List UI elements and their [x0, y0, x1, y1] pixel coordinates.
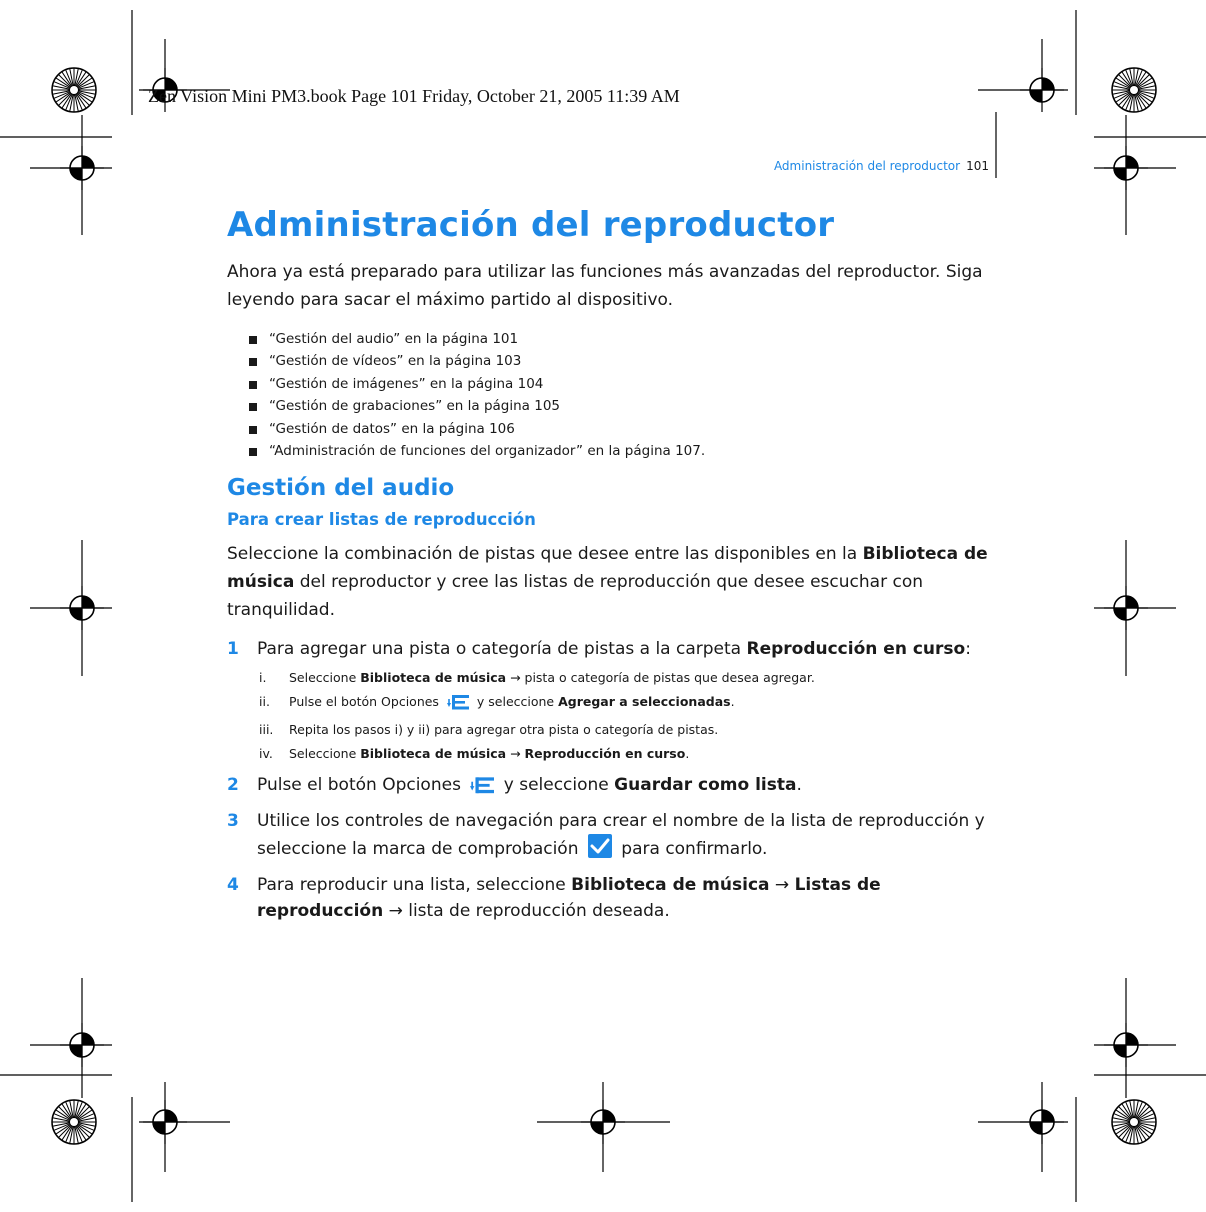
- bullet-icon: [249, 403, 257, 411]
- options-list-icon: [447, 694, 469, 718]
- step-number: 3: [227, 811, 239, 832]
- step-1: 1 Para agregar una pista o categoría de pistas a la carpeta Reproducción en curso: i. Seleccione Biblioteca de música → pista o categoría de pistas que desea agregar. ii. Pulse el botón Opciones y seleccione Agregar a seleccionadas. iii. Repita los pasos i) y ii) para agregar otra pista o categoría de pistas. iv. Seleccione Biblioteca de música → Reproducción en curso.: [227, 636, 997, 766]
- step-number: 4: [227, 875, 239, 896]
- running-head: [774, 159, 989, 173]
- step-3: 3 Utilice los controles de navegación para crear el nombre de la lista de reproducción y seleccione la marca de comprobación para confirmarlo.: [227, 808, 997, 866]
- section-paragraph: Seleccione la combinación de pistas que desee entre las disponibles en la Biblioteca de música del reproductor y cree las listas de reproducción que desee escuchar con tranquilidad.: [227, 544, 988, 621]
- intro-paragraph: Ahora ya está preparado para utilizar las funciones más avanzadas del reproductor. Siga leyendo para sacar el máximo partido al dispositivo.: [227, 261, 983, 310]
- topic-link[interactable]: “Gestión de imágenes” en la página 104: [249, 373, 997, 396]
- bullet-icon: [249, 336, 257, 344]
- running-title: Administración del reproductor: [773, 159, 961, 173]
- substeps-list: [257, 666, 997, 766]
- step-number: 1: [227, 639, 239, 660]
- topic-link[interactable]: “Gestión de datos” en la página 106: [249, 418, 997, 441]
- topic-link[interactable]: “Gestión del audio” en la página 101: [249, 328, 997, 351]
- step-2: 2 Pulse el botón Opciones y seleccione Guardar como lista.: [227, 772, 997, 802]
- step-4: 4 Para reproducir una lista, seleccione Biblioteca de música → Listas de reproducción → lista de reproducción deseada.: [227, 872, 997, 924]
- substep: iv. Seleccione Biblioteca de música → Reproducción en curso.: [259, 746, 690, 762]
- page-content: [227, 205, 997, 930]
- book-slug-line: Zen Vision Mini PM3.book Page 101 Friday, October 21, 2005 11:39 AM: [148, 86, 680, 106]
- substep: ii. Pulse el botón Opciones y seleccione Agregar a seleccionadas.: [257, 690, 997, 718]
- substep: iii. Repita los pasos i) y ii) para agregar otra pista o categoría de pistas.: [259, 722, 719, 738]
- page-title: Administración del reproductor: [227, 205, 835, 245]
- topic-link[interactable]: “Administración de funciones del organizador” en la página 107.: [249, 440, 997, 463]
- page-number: 101: [966, 159, 989, 173]
- steps-list: [227, 636, 997, 924]
- step-number: 2: [227, 775, 239, 796]
- substep: i. Seleccione Biblioteca de música → pista o categoría de pistas que desea agregar.: [259, 670, 815, 686]
- bullet-icon: [249, 448, 257, 456]
- bullet-icon: [249, 426, 257, 434]
- checkmark-icon: [588, 834, 612, 866]
- bullet-icon: [249, 358, 257, 366]
- bullet-icon: [249, 381, 257, 389]
- section-heading: Gestión del audio: [227, 474, 455, 501]
- topic-link[interactable]: “Gestión de grabaciones” en la página 105: [249, 395, 997, 418]
- topic-link[interactable]: “Gestión de vídeos” en la página 103: [249, 350, 997, 373]
- subsection-heading: Para crear listas de reproducción: [227, 510, 536, 530]
- options-list-icon: [470, 776, 494, 802]
- topic-list: [227, 328, 997, 463]
